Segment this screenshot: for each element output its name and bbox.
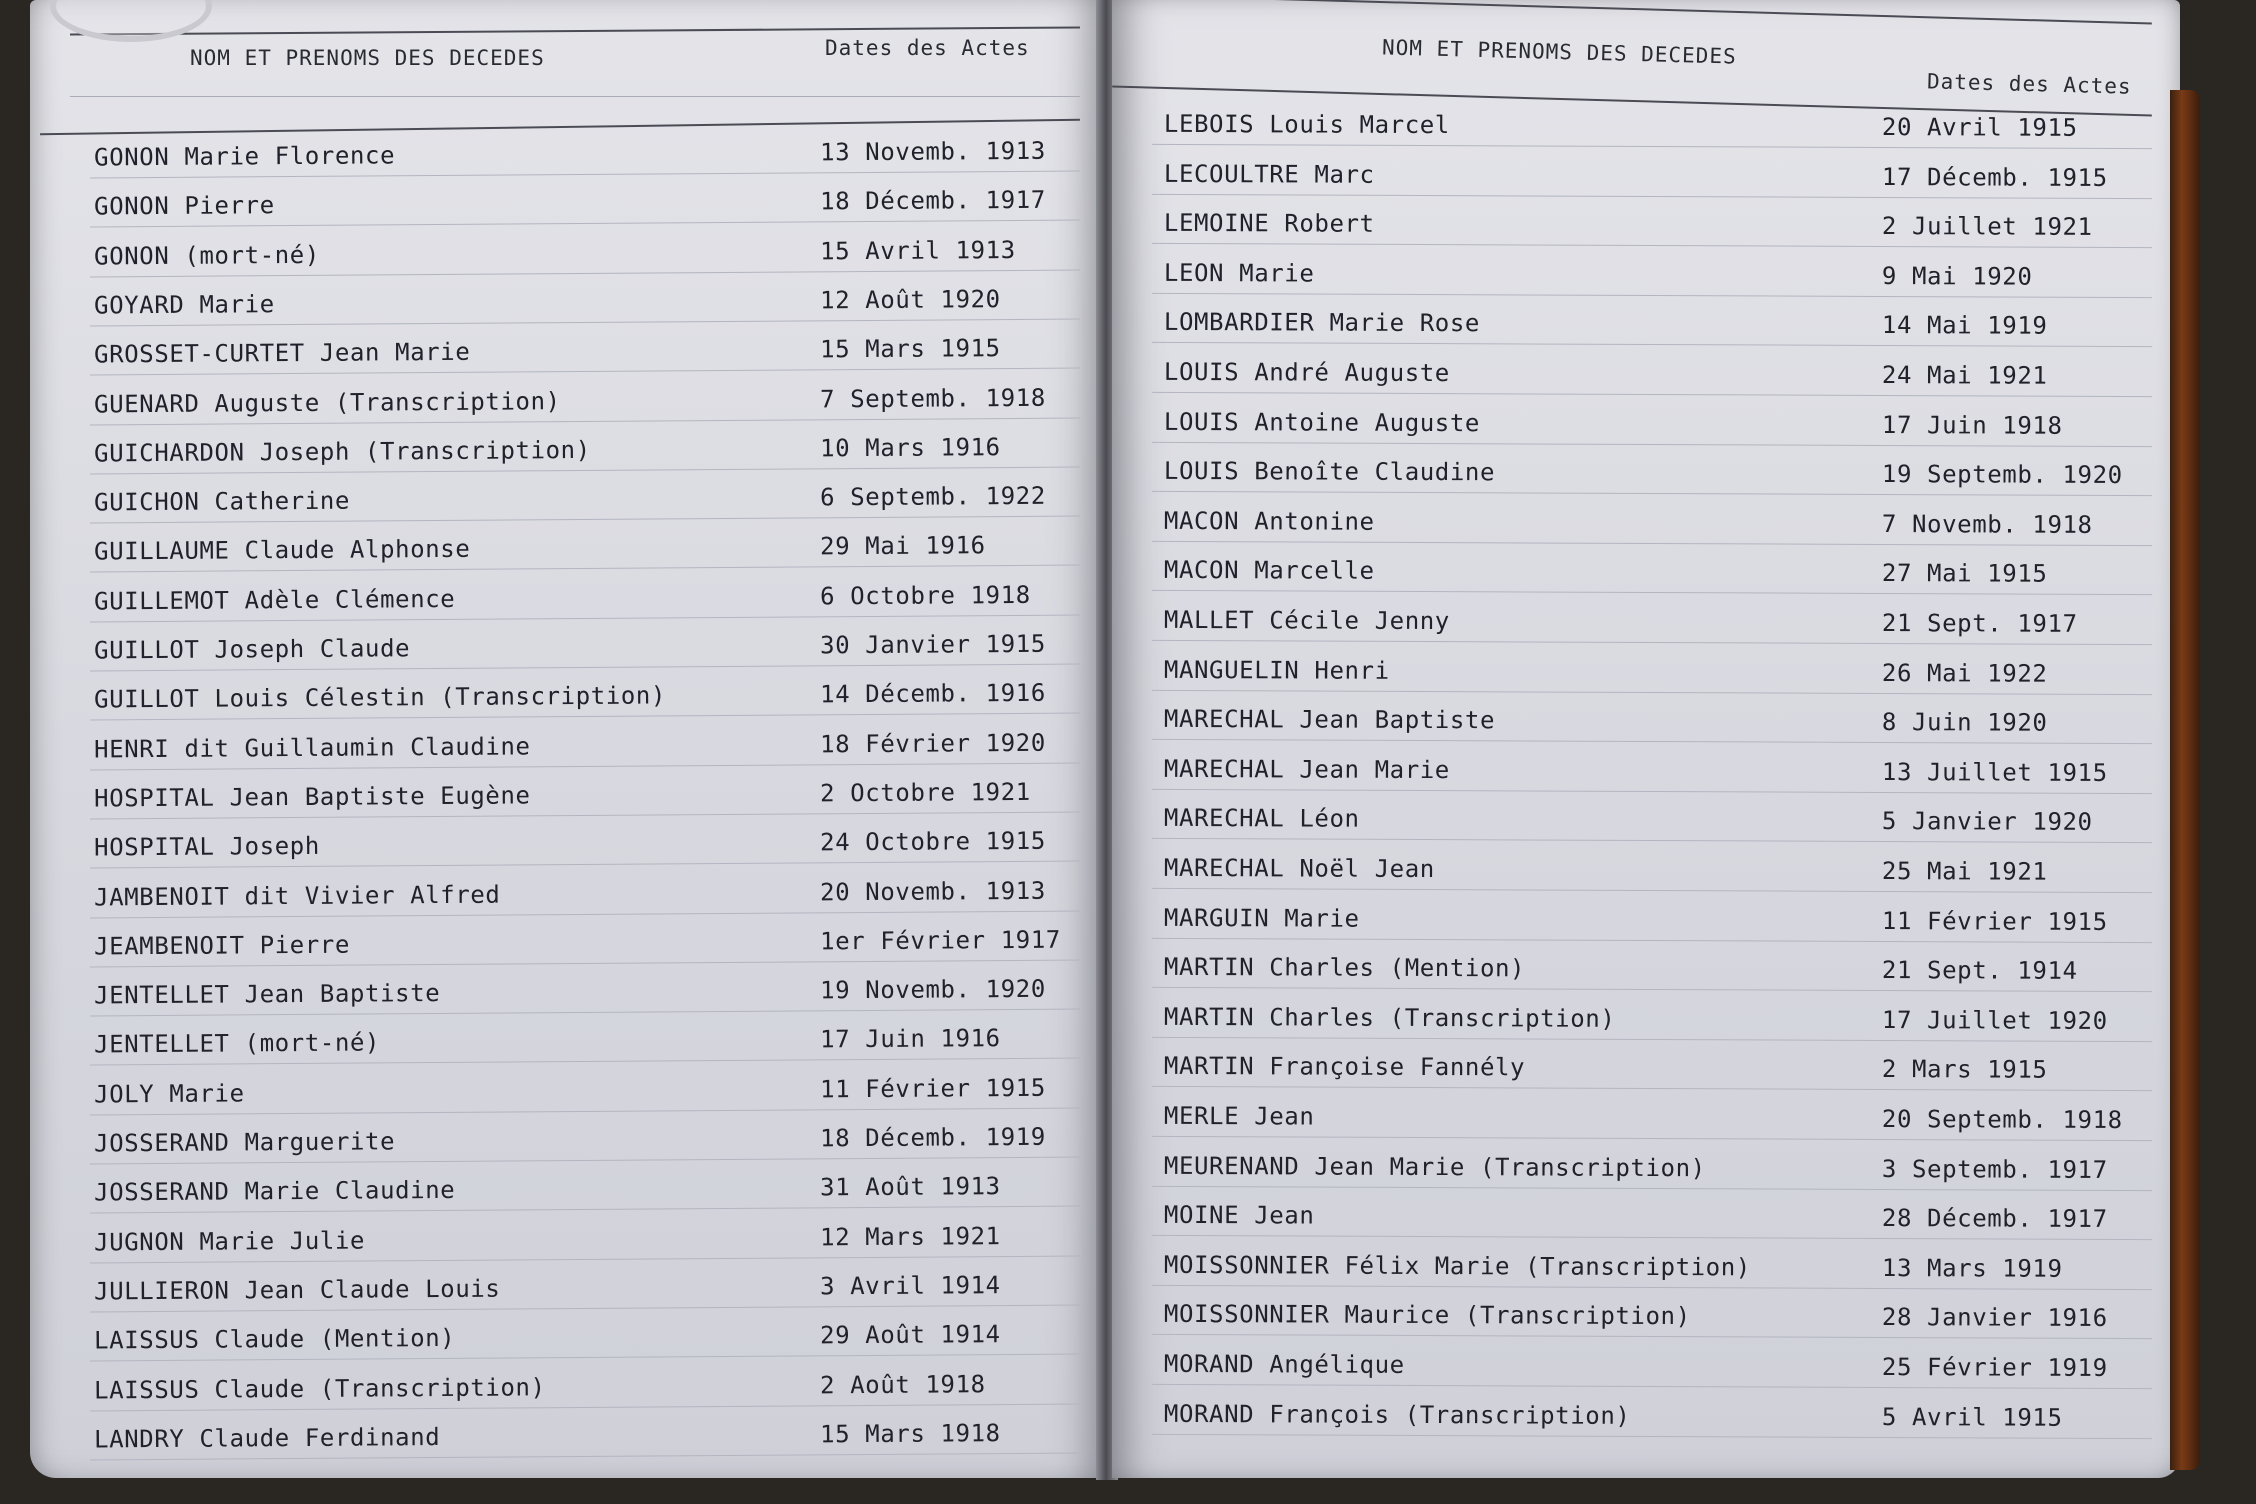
deceased-name: GROSSET-CURTET Jean Marie — [94, 338, 471, 369]
act-date: 14 Décemb. 1916 — [819, 679, 1046, 709]
entry-rule-line — [90, 417, 1080, 425]
entry-rule-line — [90, 1206, 1080, 1214]
register-entry — [1163, 357, 2142, 390]
act-date: 20 Avril 1915 — [1881, 112, 2078, 142]
register-entry — [1163, 1250, 2142, 1283]
entry-rule-line — [90, 664, 1080, 672]
deceased-name: MEURENAND Jean Marie (Transcription) — [1163, 1151, 1706, 1182]
register-entry — [94, 826, 1080, 862]
deceased-name: MARTIN Charles (Transcription) — [1163, 1002, 1616, 1033]
register-entry — [1163, 1151, 2142, 1184]
right-header-names: NOM ET PRENOMS DES DECEDES — [1381, 35, 1737, 69]
entry-rule-line — [1152, 193, 2152, 198]
deceased-name: MARECHAL Jean Baptiste — [1163, 705, 1496, 735]
deceased-name: LAISSUS Claude (Transcription) — [94, 1372, 546, 1404]
act-date: 9 Mai 1920 — [1881, 261, 2033, 291]
act-date: 11 Février 1915 — [819, 1073, 1046, 1104]
register-entry — [94, 974, 1080, 1010]
entry-rule-line — [90, 220, 1080, 228]
entry-rule-line — [90, 959, 1080, 967]
entry-rule-line — [1152, 1235, 2152, 1240]
register-entry — [94, 629, 1080, 665]
register-entry — [94, 728, 1080, 764]
act-date: 2 Juillet 1921 — [1881, 212, 2093, 242]
entry-rule-line — [90, 614, 1080, 622]
register-entry — [94, 136, 1080, 172]
register-entry — [94, 1369, 1080, 1404]
register-entry — [1163, 1349, 2142, 1382]
entry-rule-line — [1152, 541, 2152, 546]
act-date: 12 Août 1920 — [819, 285, 1001, 315]
register-entry — [1163, 407, 2142, 440]
deceased-name: MARECHAL Jean Marie — [1163, 754, 1450, 784]
entry-rule-line — [1152, 491, 2152, 496]
act-date: 8 Juin 1920 — [1881, 708, 2048, 737]
act-date: 25 Mai 1921 — [1881, 856, 2048, 886]
deceased-name: GUICHARDON Joseph (Transcription) — [94, 435, 591, 468]
entry-rule-line — [1152, 1086, 2152, 1091]
register-entry — [94, 1172, 1080, 1207]
act-date: 13 Novemb. 1913 — [819, 136, 1046, 167]
entry-rule-line — [90, 1058, 1080, 1066]
deceased-name: MARECHAL Léon — [1163, 804, 1360, 834]
register-entry — [1163, 1399, 2142, 1432]
register-entry — [1163, 258, 2142, 291]
deceased-name: GONON (mort-né) — [94, 240, 320, 271]
register-entry — [1163, 655, 2142, 688]
register-entry — [94, 186, 1080, 221]
entry-rule-line — [90, 466, 1080, 474]
act-date: 17 Juillet 1920 — [1881, 1005, 2108, 1035]
act-date: 13 Juillet 1915 — [1881, 757, 2108, 787]
register-entry — [1163, 1052, 2142, 1085]
register-entry — [94, 1221, 1080, 1257]
register-entry — [1163, 556, 2142, 589]
register-entry — [94, 925, 1080, 961]
act-date: 7 Septemb. 1918 — [819, 383, 1046, 413]
deceased-name: LAISSUS Claude (Mention) — [94, 1324, 456, 1355]
deceased-name: LOMBARDIER Marie Rose — [1163, 308, 1481, 338]
entry-rule-line — [1152, 838, 2152, 843]
entry-rule-line — [90, 516, 1080, 524]
entry-rule-line — [90, 713, 1080, 721]
register-entry — [94, 1320, 1080, 1355]
act-date: 6 Septemb. 1922 — [819, 481, 1046, 512]
act-date: 11 Février 1915 — [1881, 906, 2108, 936]
deceased-name: MOISSONNIER Maurice (Transcription) — [1163, 1300, 1691, 1331]
act-date: 10 Mars 1916 — [819, 432, 1001, 463]
deceased-name: MANGUELIN Henri — [1163, 655, 1390, 685]
deceased-name: MALLET Cécile Jenny — [1163, 605, 1450, 636]
register-entry — [94, 235, 1080, 271]
deceased-name: HOSPITAL Jean Baptiste Eugène — [94, 781, 531, 813]
entry-rule-line — [90, 1009, 1080, 1017]
entry-rule-line — [1152, 243, 2152, 248]
entry-rule-line — [1152, 342, 2152, 347]
deceased-name: JUGNON Marie Julie — [94, 1226, 366, 1257]
register-book — [30, 0, 2200, 1490]
deceased-name: JEAMBENOIT Pierre — [94, 930, 351, 961]
deceased-name: JAMBENOIT dit Vivier Alfred — [94, 880, 501, 911]
entry-rule-line — [1152, 1185, 2152, 1190]
deceased-name: MOISSONNIER Félix Marie (Transcription) — [1163, 1250, 1751, 1282]
act-date: 21 Sept. 1914 — [1881, 956, 2078, 986]
left-header-names: NOM ET PRENOMS DES DECEDES — [190, 46, 545, 70]
deceased-name: JOLY Marie — [94, 1079, 245, 1109]
act-date: 2 Mars 1915 — [1881, 1055, 2048, 1085]
right-header-dates: Dates des Actes — [1926, 69, 2132, 99]
act-date: 7 Novemb. 1918 — [1881, 509, 2093, 539]
register-entry — [1163, 1201, 2142, 1234]
register-entry — [94, 432, 1080, 468]
register-entry — [1163, 953, 2142, 986]
entry-rule-line — [90, 318, 1080, 326]
register-entry — [94, 1073, 1080, 1109]
act-date: 29 Août 1914 — [819, 1320, 1001, 1350]
entry-rule-line — [90, 1354, 1080, 1362]
act-date: 5 Avril 1915 — [1881, 1402, 2063, 1432]
deceased-name: JOSSERAND Marguerite — [94, 1127, 396, 1158]
act-date: 15 Avril 1913 — [819, 235, 1016, 265]
entry-rule-line — [90, 910, 1080, 918]
entry-rule-line — [90, 1452, 1080, 1460]
entry-rule-line — [1152, 1433, 2152, 1438]
act-date: 29 Mai 1916 — [819, 531, 986, 561]
deceased-name: MARTIN Françoise Fannély — [1163, 1052, 1526, 1082]
deceased-name: LEMOINE Robert — [1163, 209, 1375, 238]
deceased-name: MARTIN Charles (Mention) — [1163, 953, 1526, 983]
header-top-rule — [70, 26, 1080, 35]
act-date: 3 Avril 1914 — [819, 1271, 1001, 1301]
deceased-name: JENTELLET Jean Baptiste — [94, 979, 441, 1010]
register-entry — [1163, 853, 2142, 886]
deceased-name: MERLE Jean — [1163, 1101, 1315, 1131]
register-entry — [94, 777, 1080, 813]
deceased-name: MOINE Jean — [1163, 1201, 1315, 1230]
act-date: 20 Novemb. 1913 — [819, 876, 1046, 906]
act-date: 12 Mars 1921 — [819, 1221, 1001, 1251]
register-entry — [94, 580, 1080, 616]
act-date: 25 Février 1919 — [1881, 1352, 2108, 1382]
register-entry — [94, 679, 1080, 714]
entry-rule-line — [1152, 937, 2152, 942]
deceased-name: GONON Marie Florence — [94, 141, 396, 172]
deceased-name: GUILLOT Joseph Claude — [94, 634, 411, 665]
entry-rule-line — [1152, 1334, 2152, 1339]
entry-rule-line — [1152, 1384, 2152, 1389]
entry-rule-line — [1152, 739, 2152, 744]
register-entry — [94, 1024, 1080, 1059]
deceased-name: LECOULTRE Marc — [1163, 159, 1375, 189]
entry-rule-line — [90, 811, 1080, 819]
act-date: 17 Juin 1918 — [1881, 410, 2063, 440]
deceased-name: JULLIERON Jean Claude Louis — [94, 1274, 501, 1306]
entry-rule-line — [90, 1403, 1080, 1411]
act-date: 20 Septemb. 1918 — [1881, 1104, 2123, 1135]
entry-rule-line — [1152, 789, 2152, 794]
deceased-name: GUILLOT Louis Célestin (Transcription) — [94, 681, 667, 714]
deceased-name: MORAND Angélique — [1163, 1349, 1405, 1379]
register-entry — [94, 876, 1080, 911]
act-date: 17 Juin 1916 — [819, 1024, 1001, 1054]
act-date: 24 Octobre 1915 — [819, 826, 1046, 857]
left-header-dates: Dates des Actes — [825, 36, 1030, 60]
register-entry — [1163, 308, 2142, 341]
register-entry — [1163, 804, 2142, 837]
act-date: 28 Décemb. 1917 — [1881, 1204, 2108, 1234]
register-entry — [1163, 1101, 2142, 1135]
deceased-name: LOUIS Antoine Auguste — [1163, 407, 1481, 437]
entry-rule-line — [1152, 293, 2152, 298]
act-date: 21 Sept. 1917 — [1881, 608, 2078, 638]
entry-rule-line — [90, 565, 1080, 573]
entry-rule-line — [90, 269, 1080, 277]
register-entry — [1163, 1002, 2142, 1035]
act-date: 30 Janvier 1915 — [819, 629, 1046, 660]
deceased-name: MARECHAL Noël Jean — [1163, 853, 1435, 884]
deceased-name: MACON Antonine — [1163, 506, 1375, 536]
act-date: 3 Septemb. 1917 — [1881, 1154, 2108, 1184]
register-entry — [1163, 1300, 2142, 1333]
act-date: 27 Mai 1915 — [1881, 559, 2048, 589]
register-entry — [1163, 506, 2142, 539]
register-entry — [1163, 754, 2142, 787]
entry-rule-line — [1152, 1285, 2152, 1290]
entry-rule-line — [90, 1157, 1080, 1165]
register-entry — [94, 481, 1080, 517]
entry-rule-line — [1152, 689, 2152, 694]
entry-rule-line — [90, 762, 1080, 770]
deceased-name: LEBOIS Louis Marcel — [1163, 109, 1450, 140]
register-entry — [94, 1270, 1080, 1306]
register-entry — [1163, 605, 2142, 638]
register-entry — [1163, 457, 2142, 490]
act-date: 1er Février 1917 — [819, 925, 1061, 956]
left-page — [30, 0, 1102, 1478]
entry-rule-line — [1152, 1136, 2152, 1141]
act-date: 26 Mai 1922 — [1881, 658, 2048, 688]
deceased-name: GONON Pierre — [94, 191, 275, 221]
header-top-rule-right — [1112, 0, 2152, 25]
header-bottom-rule — [40, 119, 1080, 136]
register-entry — [94, 531, 1080, 566]
deceased-name: LEON Marie — [1163, 258, 1315, 288]
entry-rule-line — [90, 171, 1080, 179]
deceased-name: GUICHON Catherine — [94, 486, 351, 517]
deceased-name: GUILLAUME Claude Alphonse — [94, 535, 471, 566]
act-date: 28 Janvier 1916 — [1881, 1303, 2108, 1333]
deceased-name: GUILLEMOT Adèle Clémence — [94, 584, 456, 616]
entry-rule-line — [1152, 392, 2152, 397]
deceased-name: MACON Marcelle — [1163, 556, 1375, 586]
entry-rule-line — [90, 861, 1080, 869]
deceased-name: LOUIS André Auguste — [1163, 357, 1450, 388]
header-thin-rule — [70, 96, 1080, 97]
act-date: 14 Mai 1919 — [1881, 311, 2048, 341]
register-entry — [1163, 903, 2142, 936]
entry-rule-line — [1152, 640, 2152, 645]
entry-rule-line — [1152, 888, 2152, 893]
act-date: 31 Août 1913 — [819, 1172, 1001, 1202]
right-page — [1112, 0, 2180, 1478]
entry-rule-line — [1152, 987, 2152, 992]
register-entry — [94, 284, 1080, 320]
entry-rule-line — [1152, 590, 2152, 595]
act-date: 24 Mai 1921 — [1881, 360, 2048, 390]
act-date: 2 Octobre 1921 — [819, 777, 1031, 808]
deceased-name: HOSPITAL Joseph — [94, 832, 320, 862]
book-cover-edge — [2170, 90, 2200, 1470]
register-entry — [94, 1418, 1080, 1454]
deceased-name: LANDRY Claude Ferdinand — [94, 1422, 441, 1454]
deceased-name: GOYARD Marie — [94, 290, 275, 320]
entry-rule-line — [90, 1255, 1080, 1263]
register-entry — [94, 334, 1080, 369]
act-date: 18 Décemb. 1917 — [819, 186, 1046, 216]
register-entry — [1163, 209, 2142, 242]
deceased-name: MORAND François (Transcription) — [1163, 1399, 1631, 1430]
register-entry — [1163, 159, 2142, 192]
act-date: 19 Novemb. 1920 — [819, 974, 1046, 1005]
entry-rule-line — [90, 1107, 1080, 1115]
act-date: 17 Décemb. 1915 — [1881, 162, 2108, 192]
deceased-name: MARGUIN Marie — [1163, 903, 1360, 933]
entry-rule-line — [90, 1304, 1080, 1312]
register-entry — [1163, 705, 2142, 737]
act-date: 18 Février 1920 — [819, 728, 1046, 758]
deceased-name: JOSSERAND Marie Claudine — [94, 1176, 456, 1207]
deceased-name: LOUIS Benoîte Claudine — [1163, 457, 1496, 487]
act-date: 15 Mars 1918 — [819, 1418, 1001, 1449]
deceased-name: JENTELLET (mort-né) — [94, 1028, 381, 1059]
act-date: 2 Août 1918 — [819, 1369, 986, 1399]
entry-rule-line — [90, 368, 1080, 376]
act-date: 6 Octobre 1918 — [819, 580, 1031, 611]
deceased-name: HENRI dit Guillaumin Claudine — [94, 731, 531, 764]
entry-rule-line — [1152, 144, 2152, 149]
act-date: 19 Septemb. 1920 — [1881, 460, 2123, 490]
act-date: 18 Décemb. 1919 — [819, 1122, 1046, 1153]
entry-rule-line — [1152, 441, 2152, 446]
act-date: 5 Janvier 1920 — [1881, 807, 2093, 837]
act-date: 13 Mars 1919 — [1881, 1253, 2063, 1283]
deceased-name: GUENARD Auguste (Transcription) — [94, 386, 561, 418]
act-date: 15 Mars 1915 — [819, 334, 1001, 364]
entry-rule-line — [1152, 1037, 2152, 1042]
register-entry — [94, 1122, 1080, 1158]
register-entry — [94, 383, 1080, 418]
